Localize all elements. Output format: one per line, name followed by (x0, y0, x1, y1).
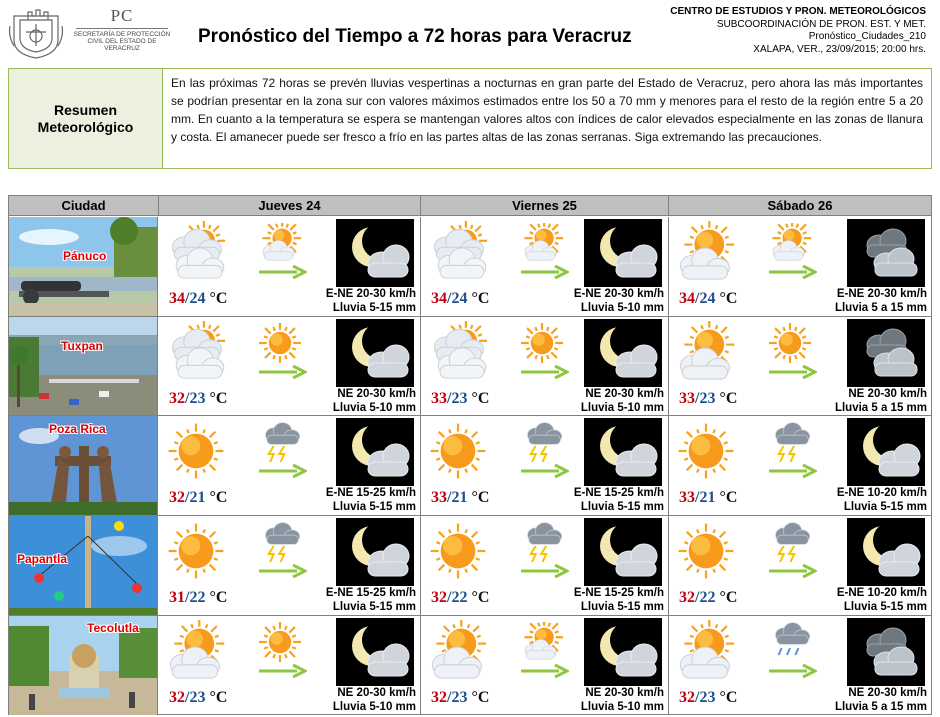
temp-max: 32 (431, 689, 447, 706)
institution-line-2: SUBCOORDINACIÓN DE PRON. EST. Y MET. (716, 18, 926, 30)
storm-icon (259, 522, 301, 562)
temp-min: 23 (189, 390, 206, 407)
temp-min: 23 (451, 390, 468, 407)
column-header-day-1: Jueves 24 (159, 196, 421, 216)
city-photo (9, 416, 158, 515)
temp-min: 22 (451, 589, 468, 606)
document-header (0, 0, 940, 66)
column-header-day-3: Sábado 26 (767, 198, 833, 213)
arrow-right-icon (259, 564, 307, 578)
night-moon-cloud-icon (584, 219, 662, 287)
temp-separator: / (185, 689, 190, 706)
sun-cloud-icon (521, 622, 563, 662)
temp-separator: / (695, 390, 700, 407)
wind-text: E-NE 20-30 km/h (325, 288, 416, 300)
sun-cloud-icon (163, 620, 229, 682)
rain-text: Lluvia 5-10 mm (580, 701, 664, 713)
temp-min: 21 (451, 489, 468, 506)
rain-text: Lluvia 5-15 mm (332, 601, 416, 613)
weather-summary (8, 68, 932, 169)
logo-divider (76, 28, 168, 29)
sun-cloud-icon (521, 223, 563, 263)
issue-date: XALAPA, VER., 23/09/2015; 20:00 hrs. (753, 43, 926, 55)
city-photo (9, 616, 158, 715)
forecast-cell (159, 516, 421, 615)
logo-org-name: SECRETARÍA DE PROTECCIÓN CIVIL DEL ESTADO DE VERACRUZ (73, 31, 171, 52)
table-row (9, 616, 931, 715)
temperature (169, 689, 227, 707)
wind-text: E-NE 10-20 km/h (836, 587, 927, 599)
rain-text: Lluvia 5 a 15 mm (834, 402, 927, 414)
temp-max: 33 (431, 390, 447, 407)
temp-max: 32 (169, 489, 185, 506)
night-moon-cloud-icon (584, 418, 662, 486)
sun-cloud-icon (673, 321, 739, 383)
rain-cloud-icon (769, 622, 811, 662)
arrow-right-icon (259, 664, 307, 678)
arrow-right-icon (259, 265, 307, 279)
cloudy-sun-icon (163, 321, 229, 383)
temp-unit: °C (471, 290, 490, 307)
forecast-cell (669, 616, 931, 715)
wind-text: E-NE 15-25 km/h (325, 487, 416, 499)
city-name: Tuxpan (61, 339, 103, 353)
temp-separator: / (185, 589, 190, 606)
arrow-right-icon (769, 265, 817, 279)
night-moon-cloud-icon (847, 418, 925, 486)
temp-unit: °C (209, 489, 228, 506)
report-id: Pronóstico_Ciudades_210 (808, 31, 926, 42)
sun-icon (259, 323, 301, 363)
temp-max: 33 (679, 390, 695, 407)
temp-separator: / (185, 290, 190, 307)
temp-min: 21 (699, 489, 716, 506)
arrow-right-icon (769, 564, 817, 578)
temp-separator: / (695, 489, 700, 506)
storm-icon (521, 422, 563, 462)
sun-icon (673, 420, 739, 482)
night-moon-cloud-icon (336, 219, 414, 287)
wind-rain-info (326, 486, 416, 514)
wind-text: NE 20-30 km/h (585, 687, 664, 699)
temp-max: 33 (431, 489, 447, 506)
wind-rain-info (581, 387, 664, 415)
sun-icon (163, 520, 229, 582)
temp-separator: / (695, 589, 700, 606)
temp-max: 34 (679, 290, 695, 307)
arrow-right-icon (521, 365, 569, 379)
wind-text: E-NE 20-30 km/h (573, 288, 664, 300)
table-header-row (9, 196, 931, 216)
forecast-cell (159, 317, 421, 415)
wind-rain-info (835, 686, 927, 714)
temperature (431, 489, 489, 507)
forecast-cell (669, 317, 931, 415)
night-moon-cloud-icon (336, 319, 414, 387)
wind-text: E-NE 15-25 km/h (325, 587, 416, 599)
logo-text: PC (110, 6, 134, 25)
temp-max: 34 (169, 290, 185, 307)
temp-unit: °C (209, 589, 228, 606)
city-name: Tecolutla (87, 621, 139, 635)
forecast-cell (669, 516, 931, 615)
rain-text: Lluvia 5-15 mm (843, 501, 927, 513)
temp-separator: / (447, 489, 452, 506)
night-moon-cloud-icon (584, 618, 662, 686)
sun-icon (259, 622, 301, 662)
sun-cloud-icon (259, 223, 301, 263)
forecast-cell (421, 217, 669, 316)
rain-text: Lluvia 5-10 mm (332, 701, 416, 713)
forecast-cell (421, 416, 669, 515)
temperature (431, 689, 489, 707)
temp-unit: °C (471, 489, 490, 506)
rain-text: Lluvia 5-15 mm (580, 601, 664, 613)
city-photo (9, 516, 158, 615)
night-clouds-icon (847, 618, 925, 686)
table-row (9, 516, 931, 616)
temperature (169, 489, 227, 507)
wind-text: E-NE 15-25 km/h (573, 587, 664, 599)
night-moon-cloud-icon (847, 518, 925, 586)
summary-text: En las próximas 72 horas se prevén lluvias vespertinas a nocturnas en gran parte del Estado de Veracruz, pero ahora las más importantes se podrían presentar en la zona sur con valores máximos estimados entre los 50 a 70 mm y menores para el resto de la región entre 5 a 20 mm. En cuanto a la temperatura se espera se mantengan valores altos con índices de calor elevados especialmente en las zonas de llanura y costa. El amanecer puede ser fresco a frío en las partes altas de las zonas serranas. Siga extremando las precauciones. (171, 76, 923, 144)
night-moon-cloud-icon (584, 319, 662, 387)
wind-rain-info (835, 287, 927, 315)
wind-rain-info (837, 586, 927, 614)
night-moon-cloud-icon (336, 418, 414, 486)
rain-text: Lluvia 5-10 mm (580, 402, 664, 414)
temp-min: 23 (451, 689, 468, 706)
temperature (679, 589, 737, 607)
temp-min: 24 (189, 290, 206, 307)
forecast-cell (421, 516, 669, 615)
temp-unit: °C (719, 390, 738, 407)
wind-text: NE 20-30 km/h (585, 388, 664, 400)
temp-max: 31 (169, 589, 185, 606)
sun-cloud-icon (769, 223, 811, 263)
wind-rain-info (574, 486, 664, 514)
arrow-right-icon (521, 564, 569, 578)
institution-line-1: CENTRO DE ESTUDIOS Y PRON. METEOROLÓGICOS (670, 6, 926, 17)
cloudy-sun-icon (425, 321, 491, 383)
city-photo (9, 217, 158, 316)
temp-unit: °C (719, 689, 738, 706)
column-header-city: Ciudad (9, 196, 159, 216)
arrow-right-icon (259, 365, 307, 379)
forecast-cell (159, 416, 421, 515)
rain-text: Lluvia 5-15 mm (580, 501, 664, 513)
temp-unit: °C (719, 489, 738, 506)
arrow-right-icon (259, 464, 307, 478)
temp-max: 32 (169, 390, 185, 407)
rain-text: Lluvia 5-10 mm (580, 302, 664, 314)
temp-unit: °C (471, 589, 490, 606)
sun-icon (769, 323, 811, 363)
temp-separator: / (185, 489, 190, 506)
wind-rain-info (581, 686, 664, 714)
temp-max: 32 (679, 589, 695, 606)
wind-text: E-NE 20-30 km/h (836, 288, 927, 300)
temp-separator: / (695, 689, 700, 706)
summary-label-line-1: Resumen (53, 101, 117, 118)
temp-separator: / (447, 589, 452, 606)
night-clouds-icon (847, 319, 925, 387)
temp-min: 21 (189, 489, 206, 506)
cloudy-sun-icon (163, 221, 229, 283)
temp-min: 22 (189, 589, 206, 606)
storm-icon (521, 522, 563, 562)
temp-min: 23 (189, 689, 206, 706)
sun-icon (673, 520, 739, 582)
table-row (9, 217, 931, 317)
arrow-right-icon (521, 265, 569, 279)
arrow-right-icon (769, 464, 817, 478)
storm-icon (769, 522, 811, 562)
city-photo (9, 317, 158, 415)
night-moon-cloud-icon (584, 518, 662, 586)
table-row (9, 416, 931, 516)
sun-cloud-icon (673, 221, 739, 283)
temp-unit: °C (471, 689, 490, 706)
temp-max: 33 (679, 489, 695, 506)
rain-text: Lluvia 5 a 15 mm (834, 302, 927, 314)
temp-max: 32 (169, 689, 185, 706)
rain-text: Lluvia 5-15 mm (843, 601, 927, 613)
wind-rain-info (333, 387, 416, 415)
temperature (431, 290, 489, 308)
temp-unit: °C (719, 589, 738, 606)
temp-max: 32 (679, 689, 695, 706)
forecast-cell (159, 616, 421, 715)
wind-text: NE 20-30 km/h (848, 388, 927, 400)
temp-unit: °C (209, 290, 228, 307)
forecast-cell (669, 217, 931, 316)
table-row (9, 317, 931, 416)
temp-max: 34 (431, 290, 447, 307)
wind-text: E-NE 10-20 km/h (836, 487, 927, 499)
summary-label (9, 69, 163, 168)
wind-rain-info (326, 586, 416, 614)
temp-min: 22 (699, 589, 716, 606)
forecast-cell (421, 317, 669, 415)
temp-unit: °C (719, 290, 738, 307)
temperature (679, 689, 737, 707)
rain-text: Lluvia 5-15 mm (332, 302, 416, 314)
wind-text: E-NE 15-25 km/h (573, 487, 664, 499)
night-clouds-icon (847, 219, 925, 287)
storm-icon (259, 422, 301, 462)
temp-separator: / (447, 390, 452, 407)
temp-unit: °C (471, 390, 490, 407)
temp-unit: °C (209, 390, 228, 407)
city-name: Pánuco (63, 249, 107, 263)
temp-min: 23 (699, 390, 716, 407)
sun-icon (425, 420, 491, 482)
night-moon-cloud-icon (336, 518, 414, 586)
wind-rain-info (333, 686, 416, 714)
temperature (679, 290, 737, 308)
temperature (431, 589, 489, 607)
arrow-right-icon (521, 664, 569, 678)
arrow-right-icon (521, 464, 569, 478)
arrow-right-icon (769, 664, 817, 678)
storm-icon (769, 422, 811, 462)
temp-separator: / (695, 290, 700, 307)
city-name: Poza Rica (49, 422, 106, 436)
temperature (169, 390, 227, 408)
sun-cloud-icon (425, 620, 491, 682)
temperature (679, 390, 737, 408)
temp-unit: °C (209, 689, 228, 706)
rain-text: Lluvia 5 a 15 mm (834, 701, 927, 713)
state-seal-icon (8, 6, 64, 60)
wind-text: NE 20-30 km/h (848, 687, 927, 699)
institution-block (670, 6, 926, 56)
night-moon-cloud-icon (336, 618, 414, 686)
city-name: Papantla (17, 552, 68, 566)
temp-min: 23 (699, 689, 716, 706)
temp-separator: / (185, 390, 190, 407)
forecast-table (8, 195, 932, 715)
wind-text: NE 20-30 km/h (337, 388, 416, 400)
summary-label-line-2: Meteorológico (37, 118, 134, 135)
wind-rain-info (574, 287, 664, 315)
sun-icon (163, 420, 229, 482)
sun-icon (425, 520, 491, 582)
wind-rain-info (837, 486, 927, 514)
temperature (169, 290, 227, 308)
temp-max: 32 (431, 589, 447, 606)
column-header-day-2: Viernes 25 (421, 196, 669, 216)
sun-icon (521, 323, 563, 363)
temp-separator: / (447, 290, 452, 307)
forecast-cell (669, 416, 931, 515)
forecast-cell (421, 616, 669, 715)
wind-text: NE 20-30 km/h (337, 687, 416, 699)
wind-rain-info (326, 287, 416, 315)
rain-text: Lluvia 5-10 mm (332, 402, 416, 414)
temp-min: 24 (451, 290, 468, 307)
cloudy-sun-icon (425, 221, 491, 283)
wind-rain-info (835, 387, 927, 415)
wind-rain-info (574, 586, 664, 614)
protection-civil-logo (72, 6, 172, 58)
page-title: Pronóstico del Tiempo a 72 horas para Veracruz (198, 26, 632, 47)
temperature (431, 390, 489, 408)
temp-min: 24 (699, 290, 716, 307)
forecast-cell (159, 217, 421, 316)
temp-separator: / (447, 689, 452, 706)
arrow-right-icon (769, 365, 817, 379)
sun-cloud-icon (673, 620, 739, 682)
temperature (679, 489, 737, 507)
temperature (169, 589, 227, 607)
rain-text: Lluvia 5-15 mm (332, 501, 416, 513)
